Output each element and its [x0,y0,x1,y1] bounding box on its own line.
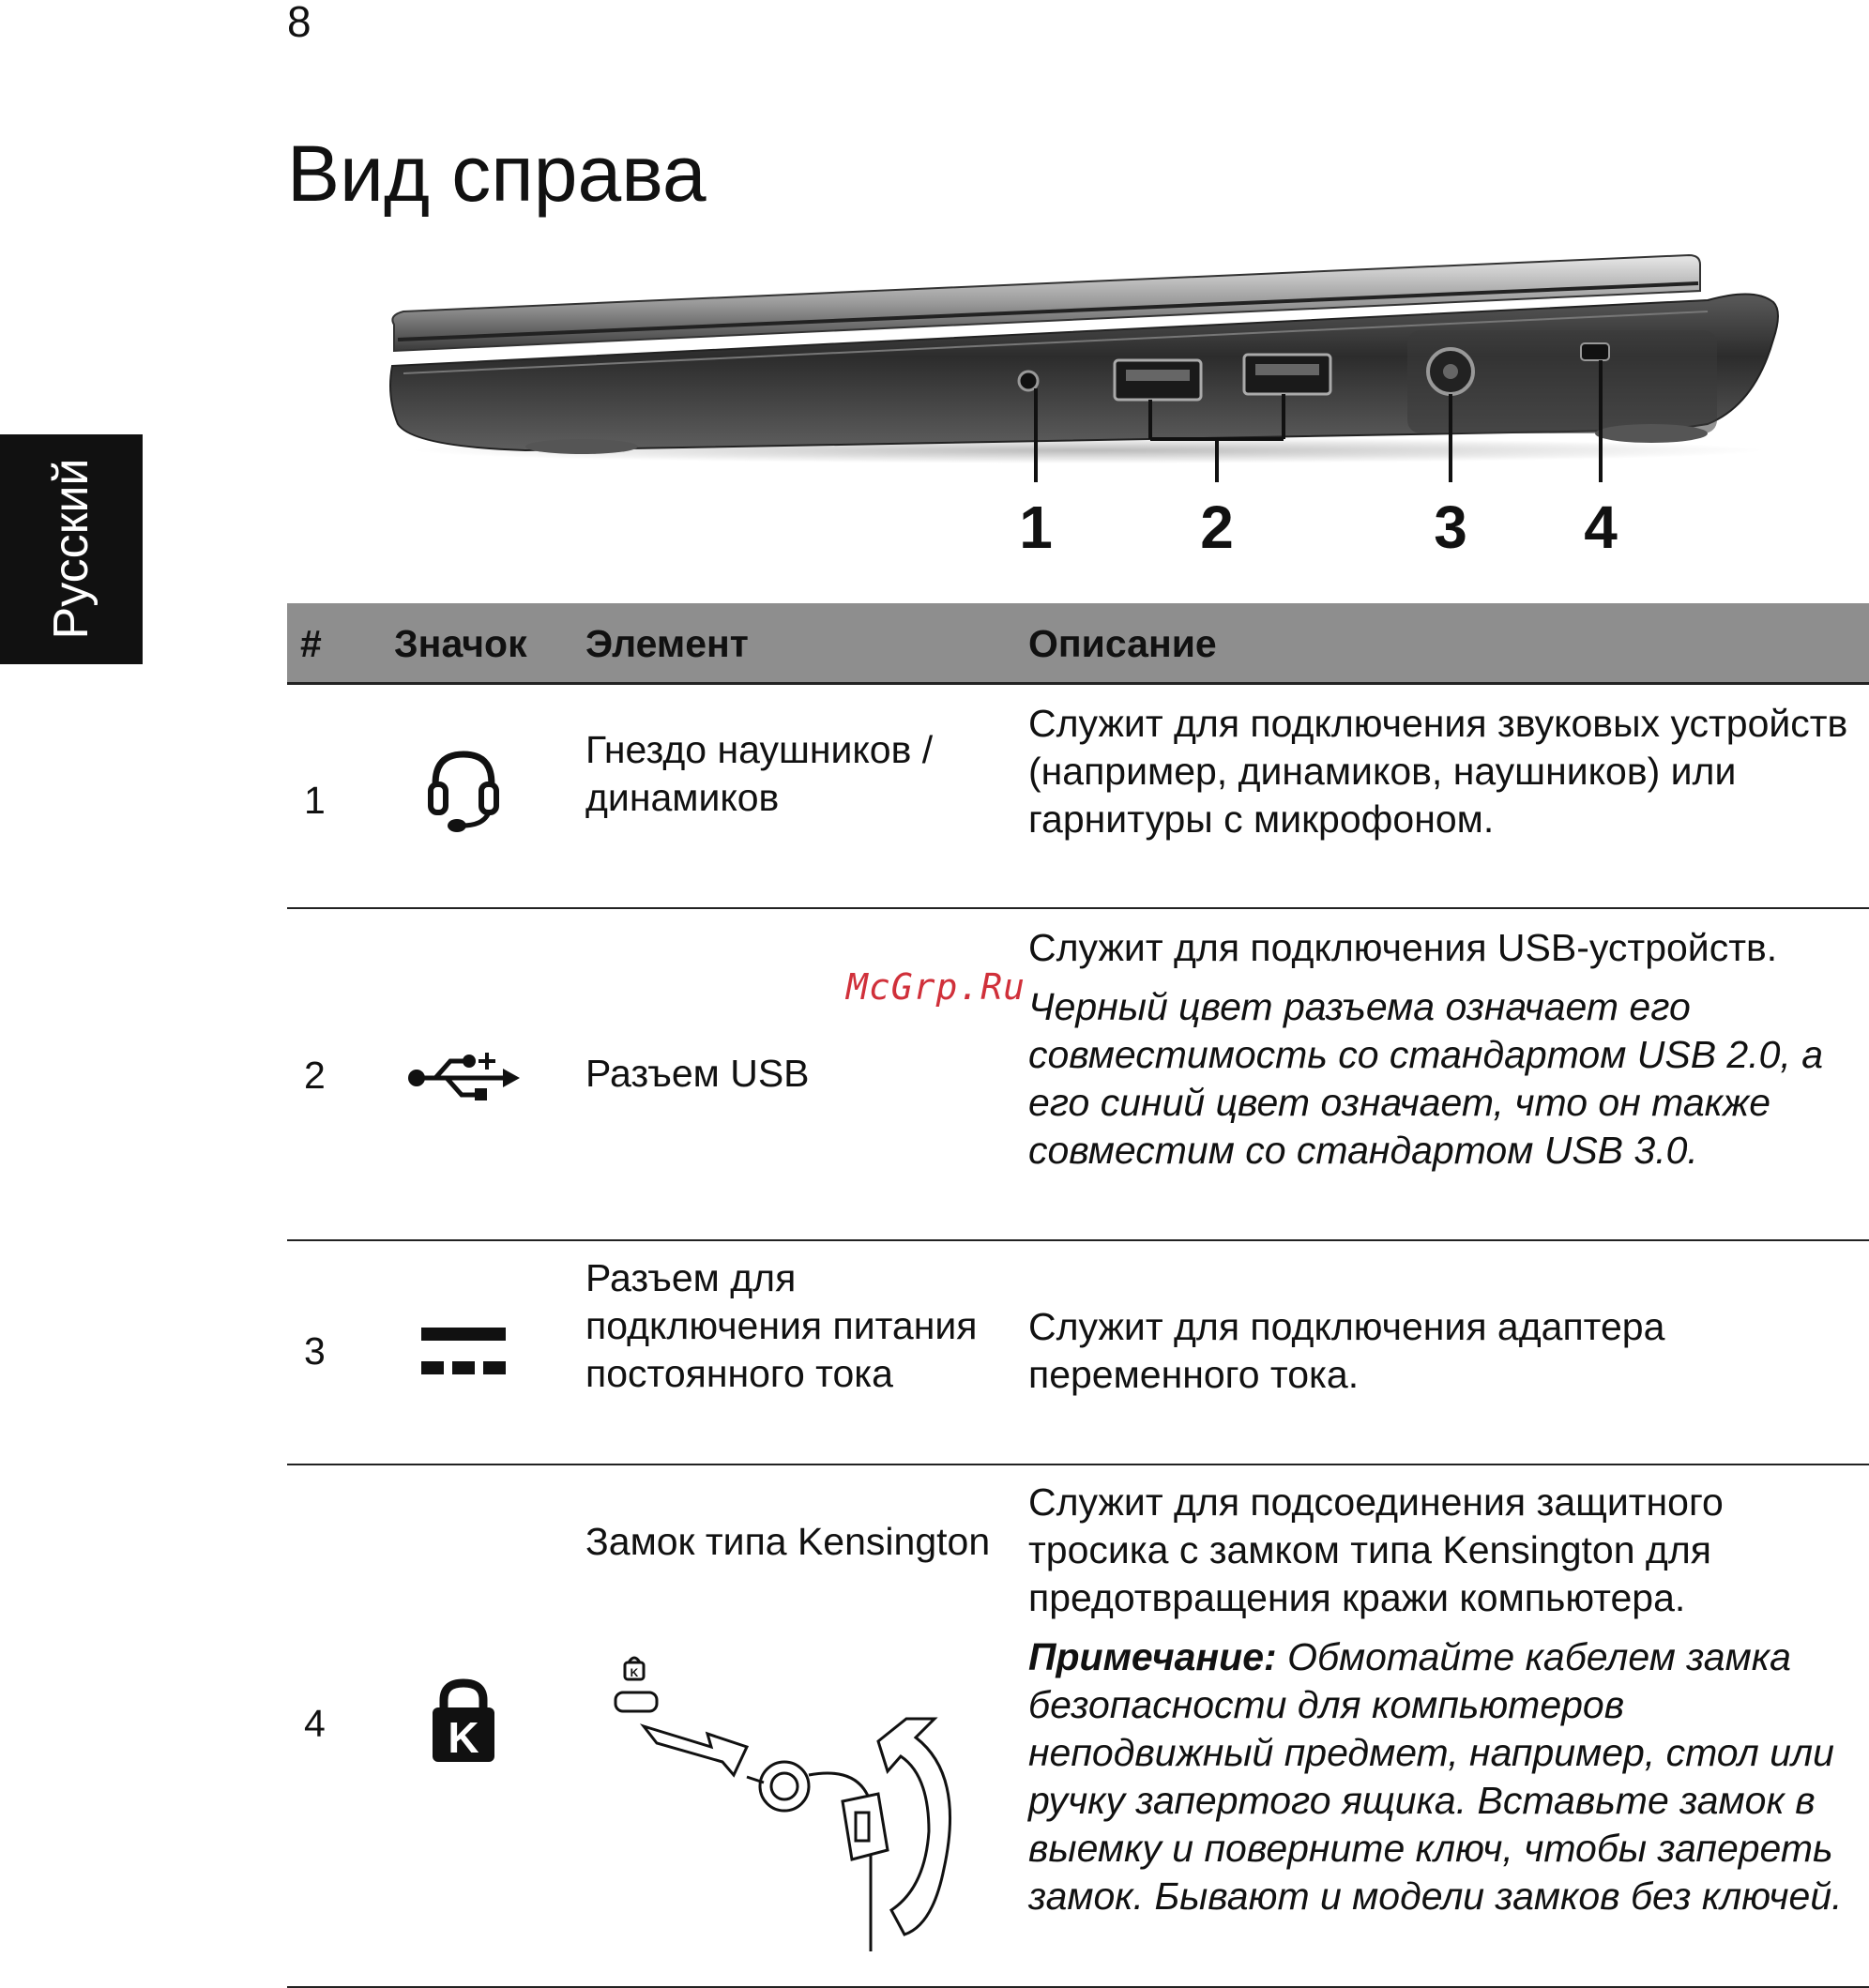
row-note [1028,1633,1854,1920]
dc-power-icon [421,1328,506,1378]
note-label: Примечание: [1028,1635,1277,1678]
row-number: 2 [304,1054,326,1097]
row-element: Разъем USB [585,1052,810,1095]
callout-2: 2 [1200,493,1234,561]
headset-icon [425,747,502,833]
language-tab-label: Русский [44,458,99,640]
kensington-lock-illustration [606,1653,981,1963]
language-tab [0,434,143,664]
table-header [287,603,1869,685]
row-description: Служит для подключения адаптера переменного тока. [1028,1305,1665,1396]
page-title: Вид справа [287,129,707,218]
row-number: 3 [304,1329,326,1373]
svg-text:K: K [448,1713,479,1762]
row-description: Служит для подсоединения защитного тросика с замком типа Kensington для предотвращения кражи компьютера. [1028,1480,1724,1619]
callout-4: 4 [1584,493,1618,561]
ports-table [287,603,1869,1988]
table-row [287,685,1869,909]
row-element: Гнездо наушников / динамиков [585,728,934,819]
callout-1: 1 [1019,493,1053,561]
callout-3: 3 [1434,493,1467,561]
header-icon: Значок [394,622,527,665]
watermark: McGrp.Ru [846,966,1026,1008]
laptop-right-side-illustration [375,246,1783,565]
row-element: Замок типа Kensington [585,1520,991,1563]
table-row [287,1241,1869,1465]
row-description-note: Черный цвет разъема означает его совместимость со стандартом USB 2.0, а его синий цвет означает, что он также совместим со стандартом USB 3.0. [1028,985,1824,1172]
page-number: 8 [287,0,312,46]
row-number: 1 [304,779,326,822]
row-description: Служит для подключения звуковых устройств (например, динамиков, наушников) или гарнитуры с микрофоном. [1028,702,1848,841]
header-description: Описание [1028,622,1217,665]
table-row [287,1465,1869,1988]
usb-icon [407,1050,520,1106]
note-text: Обмотайте кабелем замка безопасности для компьютеров неподвижный предмет, например, стол или ручку запертого ящика. Вставьте замок в выемку и поверните ключ, чтобы запереть замок. Бывают и модели замков без ключей. [1028,1635,1843,1918]
k-glyph-small: K [630,1666,639,1679]
header-element: Элемент [585,622,749,665]
kensington-lock-icon [431,1677,496,1764]
row-description: Служит для подключения USB-устройств. [1028,926,1778,969]
table-row [287,909,1869,1241]
row-element: Разъем для подключения питания постоянного тока [585,1256,978,1395]
row-number: 4 [304,1702,326,1745]
header-num: # [300,622,322,665]
